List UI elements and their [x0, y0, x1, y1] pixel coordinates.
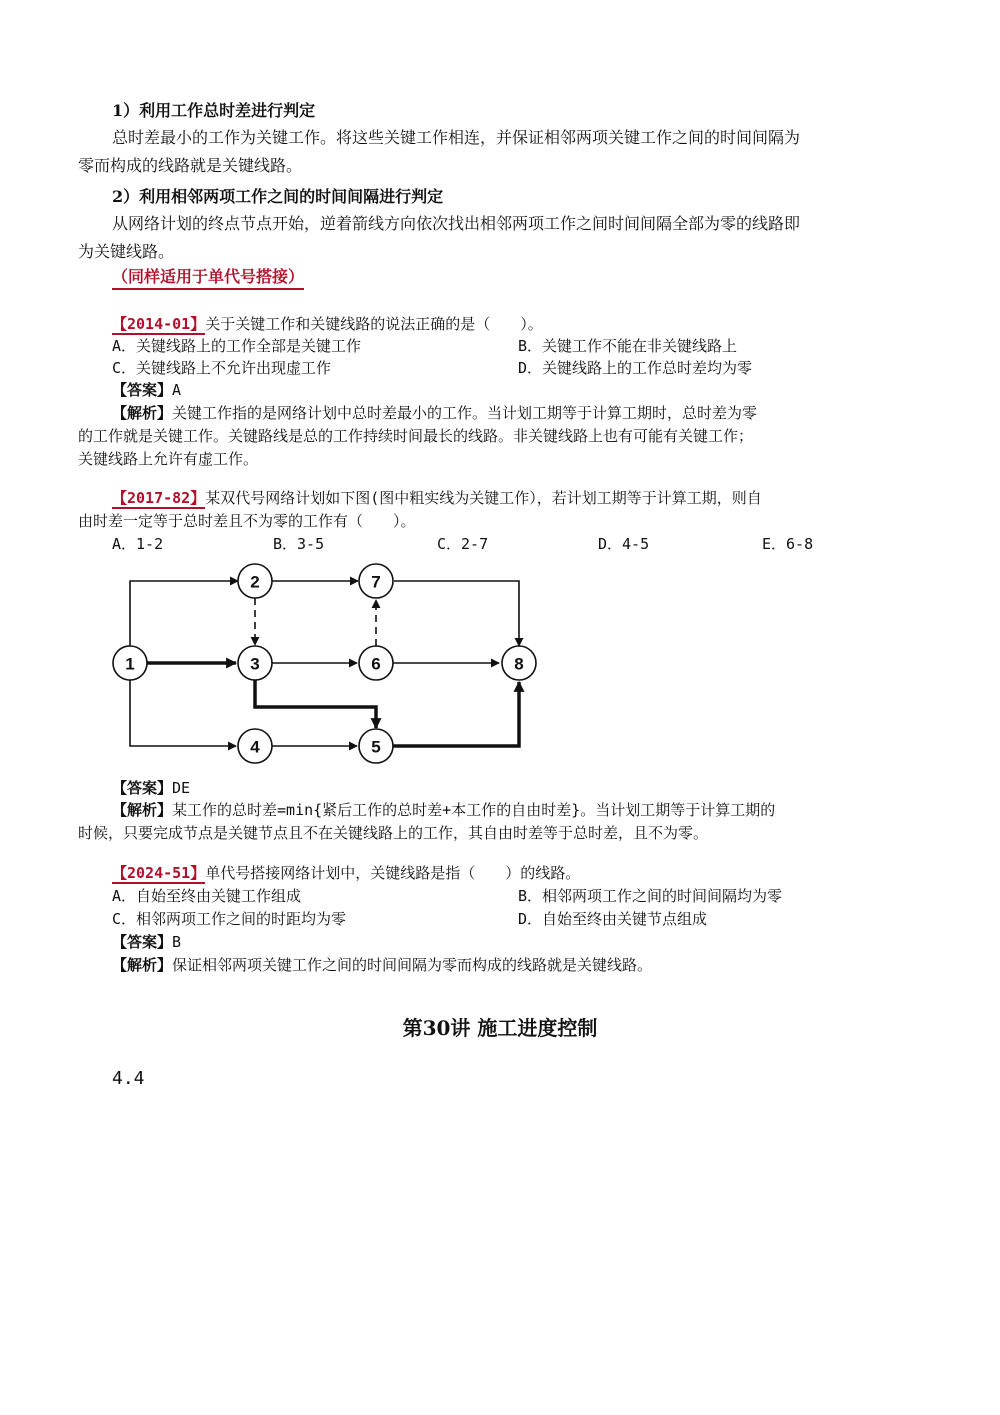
- note-same-applies: （同样适用于单代号搭接）: [112, 266, 304, 290]
- section-2-paragraph-line1: 从网络计划的终点节点开始，逆着箭线方向依次找出相邻两项工作之间时间间隔全部为零的线路即: [112, 214, 801, 233]
- q2-answer-value: DE: [172, 779, 191, 797]
- q2-option-d: D．4-5: [598, 535, 650, 553]
- q1-analysis-label: 【解析】: [112, 404, 173, 422]
- q1-option-b: B．关键工作不能在非关键线路上: [518, 337, 738, 355]
- q3-option-d: D．自始至终由关键节点组成: [518, 910, 708, 928]
- q2-analysis-line2: 时候，只要完成节点是关键节点且不在关键线路上的工作，其自由时差等于总时差，且不为零。: [78, 824, 709, 842]
- q3-answer: [112, 931, 181, 954]
- node-1-label: 1: [125, 654, 135, 674]
- section-1-paragraph-line2: 零而构成的线路就是关键线路。: [78, 156, 303, 175]
- q2-answer: [112, 777, 190, 800]
- q1-answer-label: 【答案】: [112, 381, 173, 399]
- q2-answer-label: 【答案】: [112, 779, 173, 797]
- node-6-label: 6: [371, 654, 381, 674]
- q1-option-c: C．关键线路上不允许出现虚工作: [112, 359, 332, 377]
- q3-option-b: B．相邻两项工作之间的时间间隔均为零: [518, 887, 783, 905]
- q2-stem-line2: 由时差一定等于总时差且不为零的工作有（ ）。: [78, 512, 416, 530]
- q3-answer-value: B: [172, 933, 182, 951]
- q2-analysis-label: 【解析】: [112, 801, 173, 819]
- q1-analysis-line2: 的工作就是关键工作。关键路线是总的工作持续时间最长的线路。非关键线路上也有可能有关键工作；: [78, 427, 754, 445]
- node-5-label: 5: [371, 737, 381, 757]
- section-2-title: 2）利用相邻两项工作之间的时间间隔进行判定: [112, 187, 444, 206]
- q3-tag: 【2024-51】: [112, 864, 206, 882]
- arrow-1-4: [130, 680, 236, 746]
- node-7-label: 7: [371, 572, 381, 592]
- q1-option-d: D．关键线路上的工作总时差均为零: [518, 359, 753, 377]
- q2-analysis-text1: 某工作的总时差=min{紧后工作的总时差+本工作的自由时差}。当计划工期等于计算工期的: [172, 801, 776, 819]
- node-4-label: 4: [250, 737, 260, 757]
- q2-analysis-line1: [112, 799, 775, 822]
- q1-analysis-line3: 关键线路上允许有虚工作。: [78, 450, 259, 468]
- node-3-label: 3: [250, 654, 260, 674]
- section-number: 4.4: [112, 1068, 145, 1089]
- arrow-7-8: [394, 581, 519, 646]
- lecture-title: 第30讲 施工进度控制: [402, 1016, 598, 1040]
- q3-option-a: A．自始至终由关键工作组成: [112, 887, 302, 905]
- q3-stem: 单代号搭接网络计划中，关键线路是指（ ）的线路。: [205, 864, 581, 882]
- q2-stem1: 某双代号网络计划如下图(图中粗实线为关键工作），若计划工期等于计算工期，则自: [205, 489, 762, 507]
- section-1-title: 1）利用工作总时差进行判定: [112, 101, 316, 120]
- q1-analysis-text1: 关键工作指的是网络计划中总时差最小的工作。当计划工期等于计算工期时，总时差为零: [172, 404, 758, 422]
- section-2-paragraph-line2: 为关键线路。: [78, 242, 175, 261]
- q2-option-b: B．3-5: [273, 535, 325, 553]
- q1-answer-value: A: [172, 381, 182, 399]
- q3-analysis-label: 【解析】: [112, 956, 173, 974]
- q3-analysis-text1: 保证相邻两项关键工作之间的时间间隔为零而构成的线路就是关键线路。: [172, 956, 653, 974]
- q2-option-e: E．6-8: [762, 535, 814, 553]
- arrow-1-2: [130, 581, 238, 648]
- q3-answer-label: 【答案】: [112, 933, 173, 951]
- q2-option-c: C．2-7: [437, 535, 489, 553]
- section-1-paragraph-line1: 总时差最小的工作为关键工作。将这些关键工作相连，并保证相邻两项关键工作之间的时间间隔为: [112, 128, 801, 147]
- q1-tag: 【2014-01】: [112, 315, 206, 333]
- q2-tag: 【2017-82】: [112, 489, 206, 507]
- q1-stem: 关于关键工作和关键线路的说法正确的是（ ）。: [205, 315, 543, 333]
- arrow-5-8: [393, 682, 519, 746]
- arrow-3-5: [255, 680, 376, 728]
- q3-stem-line: [112, 862, 580, 885]
- q1-option-a: A．关键线路上的工作全部是关键工作: [112, 337, 362, 355]
- q3-analysis-line1: [112, 954, 652, 977]
- node-8-label: 8: [514, 654, 524, 674]
- q3-option-c: C．相邻两项工作之间的时距均为零: [112, 910, 347, 928]
- node-2-label: 2: [250, 572, 260, 592]
- q2-option-a: A．1-2: [112, 535, 164, 553]
